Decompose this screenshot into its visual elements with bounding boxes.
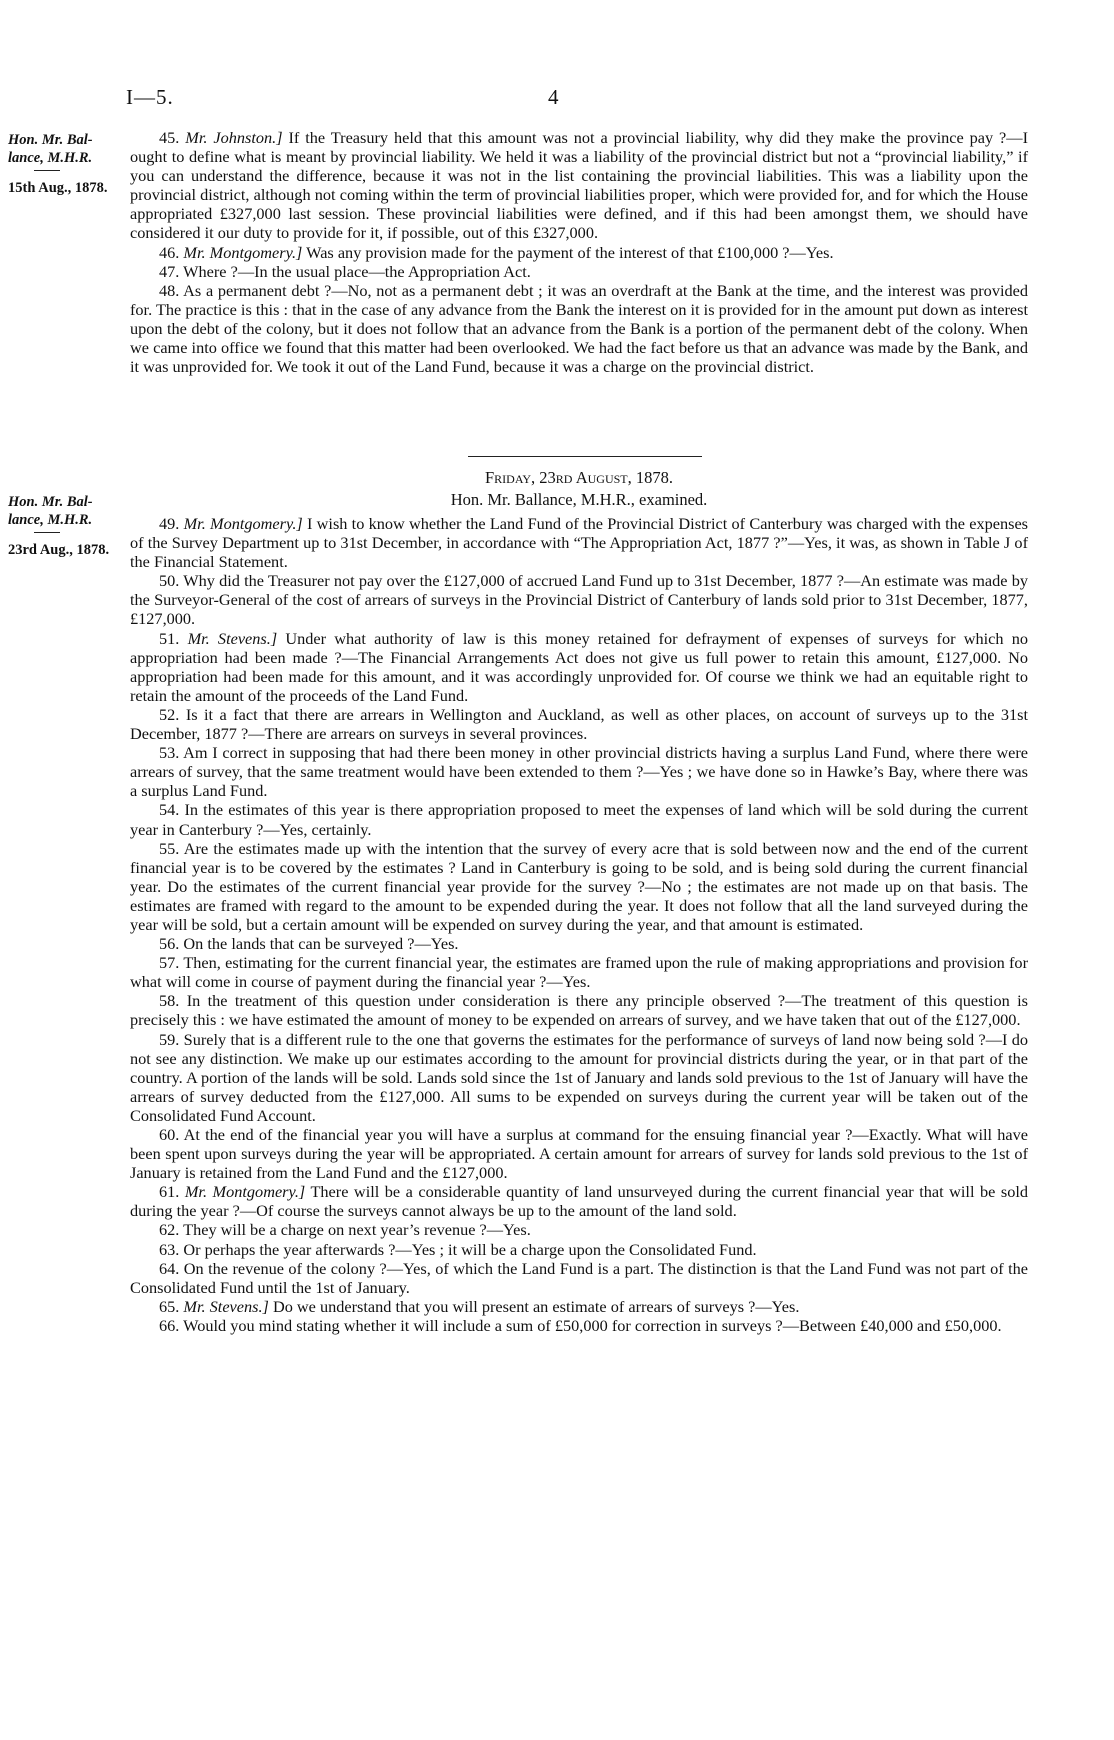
question-paragraph bbox=[130, 743, 1028, 800]
margin-note-2 bbox=[8, 493, 132, 559]
question-paragraph bbox=[130, 571, 1028, 628]
question-number: 59. bbox=[159, 1029, 184, 1049]
questioner-name: Mr. Stevens.] bbox=[187, 628, 278, 648]
day-heading: Friday, 23rd August, 1878. bbox=[484, 468, 673, 487]
question-number: 51. bbox=[159, 628, 188, 648]
questioner-name: Mr. Stevens.] bbox=[183, 1296, 269, 1316]
question-text: Would you mind stating whether it will include a sum of £50,000 for correction in surveys ?—Between £40,000 and £50,000. bbox=[183, 1315, 1002, 1335]
question-number: 48. bbox=[159, 280, 184, 300]
question-paragraph bbox=[130, 705, 1028, 743]
question-text: At the end of the financial year you will have a surplus at command for the ensuing financial year ?—Exactly. What will have been spent upon surveys during the year will be appropriated. A certain amount for arrears of survey for lands sold previous to the 1st of January is retained from the Land Fund and the £127,000. bbox=[130, 1125, 1028, 1183]
question-paragraph bbox=[130, 839, 1028, 934]
margin-date: 15th Aug., 1878. bbox=[8, 180, 108, 196]
question-number: 64. bbox=[159, 1258, 184, 1278]
margin-speaker: Hon. Mr. Bal- lance, M.H.R. bbox=[8, 132, 93, 166]
question-paragraph bbox=[130, 1259, 1028, 1297]
question-text: If the Treasury held that this amount was not a provincial liability, why did they make the province pay ?—I ought to define what is meant by provincial liability. We held it was a liability of the provincial district but not a “provincial liability,” if you can understand the difference, because it was not in the list containing the provincial liabilities. This was a liability upon the provincial district, although not coming within the term of provincial liabilities proper, which were provided for, and for which the House appropriated £327,000 last session. These provincial liabilities were defined, and if this had been amongst them, we should have considered it our duty to provide for it, if possible, out of this £327,000. bbox=[130, 128, 1028, 243]
question-paragraph bbox=[130, 934, 1028, 953]
question-paragraph bbox=[130, 281, 1028, 376]
question-number: 61. bbox=[159, 1182, 185, 1202]
question-paragraph bbox=[130, 991, 1028, 1029]
question-number: 47. bbox=[159, 261, 184, 281]
question-text: Was any provision made for the payment of the interest of that £100,000 ?—Yes. bbox=[302, 242, 834, 262]
question-text: Is it a fact that there are arrears in Wellington and Auckland, as well as other places, on account of surveys up to the 31st December, 1877 ?—There are arrears on surveys in several provinces. bbox=[130, 704, 1029, 744]
question-text: Under what authority of law is this money retained for defrayment of expenses of surveys for which no appropriation had been made ?—The Financial Arrangements Act does not give us full power to retain this amount, £127,000. No appropriation had been made for this amount, and it was accordingly unprovided for. Of course we think we had an equitable right to retain the amount of the proceeds of the Land Fund. bbox=[130, 628, 1029, 705]
question-number: 62. bbox=[159, 1220, 184, 1240]
question-paragraph bbox=[130, 262, 1028, 281]
question-paragraph bbox=[130, 1240, 1028, 1259]
section-separator bbox=[468, 456, 702, 457]
question-paragraph bbox=[130, 1182, 1028, 1220]
question-number: 53. bbox=[159, 743, 184, 763]
question-text: Are the estimates made up with the intention that the survey of every acre that is sold between now and the end of the current financial year is to be covered by the estimates ? Land in Canterbury is going to be sold, and is being sold during the current financial year. Do the estimates of the current financial year provide for the survey ?—No ; the estimates are not made up on that basis. The estimates are framed with regard to the amount to be expended during the year. It does not follow that all the land surveyed during the year will be sold, but a certain amount will be expended on survey during the year, and that amount is estimated. bbox=[130, 838, 1028, 934]
question-paragraph bbox=[130, 800, 1028, 838]
question-number: 52. bbox=[159, 704, 186, 724]
question-text: On the lands that can be surveyed ?—Yes. bbox=[183, 934, 459, 954]
question-paragraph bbox=[130, 243, 1028, 262]
question-paragraph bbox=[130, 128, 1028, 243]
question-number: 55. bbox=[159, 838, 184, 858]
margin-speaker: Hon. Mr. Bal- lance, M.H.R. bbox=[8, 494, 93, 528]
question-number: 46. bbox=[159, 242, 184, 262]
paper-reference: I—5. bbox=[126, 85, 174, 109]
questioner-name: Mr. Johnston.] bbox=[185, 128, 283, 147]
question-paragraph bbox=[130, 1125, 1028, 1182]
question-text: Surely that is a different rule to the one that governs the estimates for the performance of surveys of land now being sold ?—I do not see any distinction. We make up our estimates according to the amount for provincial districts during the year, or in that part of the country. A portion of the lands will be sold. Lands sold since the 1st of January and lands sold previous to the 1st of January will have the arrears of survey deducted from the £127,000. All sums to be expended on surveys during the current year will be taken out of the Consolidated Fund Account. bbox=[130, 1029, 1028, 1125]
questioner-name: Mr. Montgomery.] bbox=[184, 1182, 306, 1202]
question-number: 45. bbox=[159, 128, 186, 147]
question-number: 49. bbox=[159, 514, 184, 533]
questioner-name: Mr. Montgomery.] bbox=[183, 514, 303, 533]
question-text: They will be a charge on next year’s revenue ?—Yes. bbox=[183, 1220, 531, 1240]
question-number: 58. bbox=[159, 991, 187, 1011]
question-paragraph bbox=[130, 1316, 1028, 1335]
question-number: 66. bbox=[159, 1315, 184, 1335]
question-number: 57. bbox=[159, 953, 184, 973]
question-paragraph bbox=[130, 1030, 1028, 1125]
question-text: Do we understand that you will present an estimate of arrears of surveys ?—Yes. bbox=[268, 1296, 800, 1316]
page-number: 4 bbox=[548, 85, 559, 109]
question-text: Or perhaps the year afterwards ?—Yes ; it will be a charge upon the Consolidated Fund. bbox=[183, 1239, 757, 1259]
question-number: 63. bbox=[159, 1239, 184, 1259]
question-text: I wish to know whether the Land Fund of the Provincial District of Canterbury was charged with the expenses of the Survey Department up to 31st December, in accordance with “The Appropriation Act, 1877 ?”—Yes, it was, as shown in Table J of the Financial Statement. bbox=[130, 514, 1029, 572]
question-paragraph bbox=[130, 1297, 1028, 1316]
question-number: 56. bbox=[159, 934, 184, 954]
question-text: Then, estimating for the current financial year, the estimates are framed upon the rule of making appropriations and provision for what will come in course of payment during the financial year ?—Yes. bbox=[130, 953, 1028, 992]
question-number: 65. bbox=[159, 1296, 184, 1316]
margin-rule bbox=[34, 532, 60, 533]
question-number: 54. bbox=[159, 800, 185, 820]
question-text: There will be a considerable quantity of land unsurveyed during the current financial year that will be sold during the year ?—Of course the surveys cannot always be up to the amount of the land sold. bbox=[130, 1182, 1029, 1221]
margin-date: 23rd Aug., 1878. bbox=[8, 542, 110, 558]
question-paragraph bbox=[130, 953, 1028, 991]
question-text: In the treatment of this question under consideration is there any principle observed ?—The treatment of this question is precisely this : we have estimated the amount of money to be expended on arrears of survey, and we have taken that out of the £127,000. bbox=[130, 991, 1029, 1030]
margin-note-1 bbox=[8, 131, 132, 197]
question-text: Am I correct in supposing that had there been money in other provincial districts having a surplus Land Fund, where there were arrears of survey, that the same treatment would have been extended to them ?—Yes ; we have done so in Hawke’s Bay, where there was a surplus Land Fund. bbox=[130, 743, 1028, 801]
question-text: On the revenue of the colony ?—Yes, of which the Land Fund is a part. The distinction is that the Land Fund was not part of the Consolidated Fund until the 1st of January. bbox=[130, 1258, 1028, 1297]
section-2-body bbox=[130, 514, 1028, 1335]
question-text: Where ?—In the usual place—the Appropriation Act. bbox=[183, 261, 531, 281]
questioner-name: Mr. Montgomery.] bbox=[183, 242, 303, 262]
question-paragraph bbox=[130, 514, 1028, 571]
section-1-body bbox=[130, 128, 1028, 376]
witness-line: Hon. Mr. Ballance, M.H.R., examined. bbox=[450, 490, 708, 509]
question-number: 60. bbox=[159, 1125, 184, 1144]
question-number: 50. bbox=[159, 571, 184, 591]
margin-rule bbox=[34, 170, 60, 171]
question-paragraph bbox=[130, 1220, 1028, 1239]
question-paragraph bbox=[130, 629, 1028, 705]
question-text: In the estimates of this year is there appropriation proposed to meet the expenses of land which will be sold during the current year in Canterbury ?—Yes, certainly. bbox=[130, 800, 1028, 839]
question-text: Why did the Treasurer not pay over the £127,000 of accrued Land Fund up to 31st December, 1877 ?—An estimate was made by the Surveyor-General of the cost of arrears of surveys in the Provincial District of Canterbury of lands sold prior to 31st December, 1877, £127,000. bbox=[130, 571, 1028, 629]
question-text: As a permanent debt ?—No, not as a permanent debt ; it was an overdraft at the Bank at the time, and the interest was provided for. The practice is this : that in the case of any advance from the Bank the interest on it is provided for in the amount put down as interest upon the debt of the colony, but it does not follow that an advance from the Bank is a portion of the permanent debt of the colony. When we came into office we found that this matter had been overlooked. We had the fact before us that an advance was made by the Bank, and it was unprovided for. We took it out of the Land Fund, because it was a charge on the provincial district. bbox=[130, 280, 1028, 377]
